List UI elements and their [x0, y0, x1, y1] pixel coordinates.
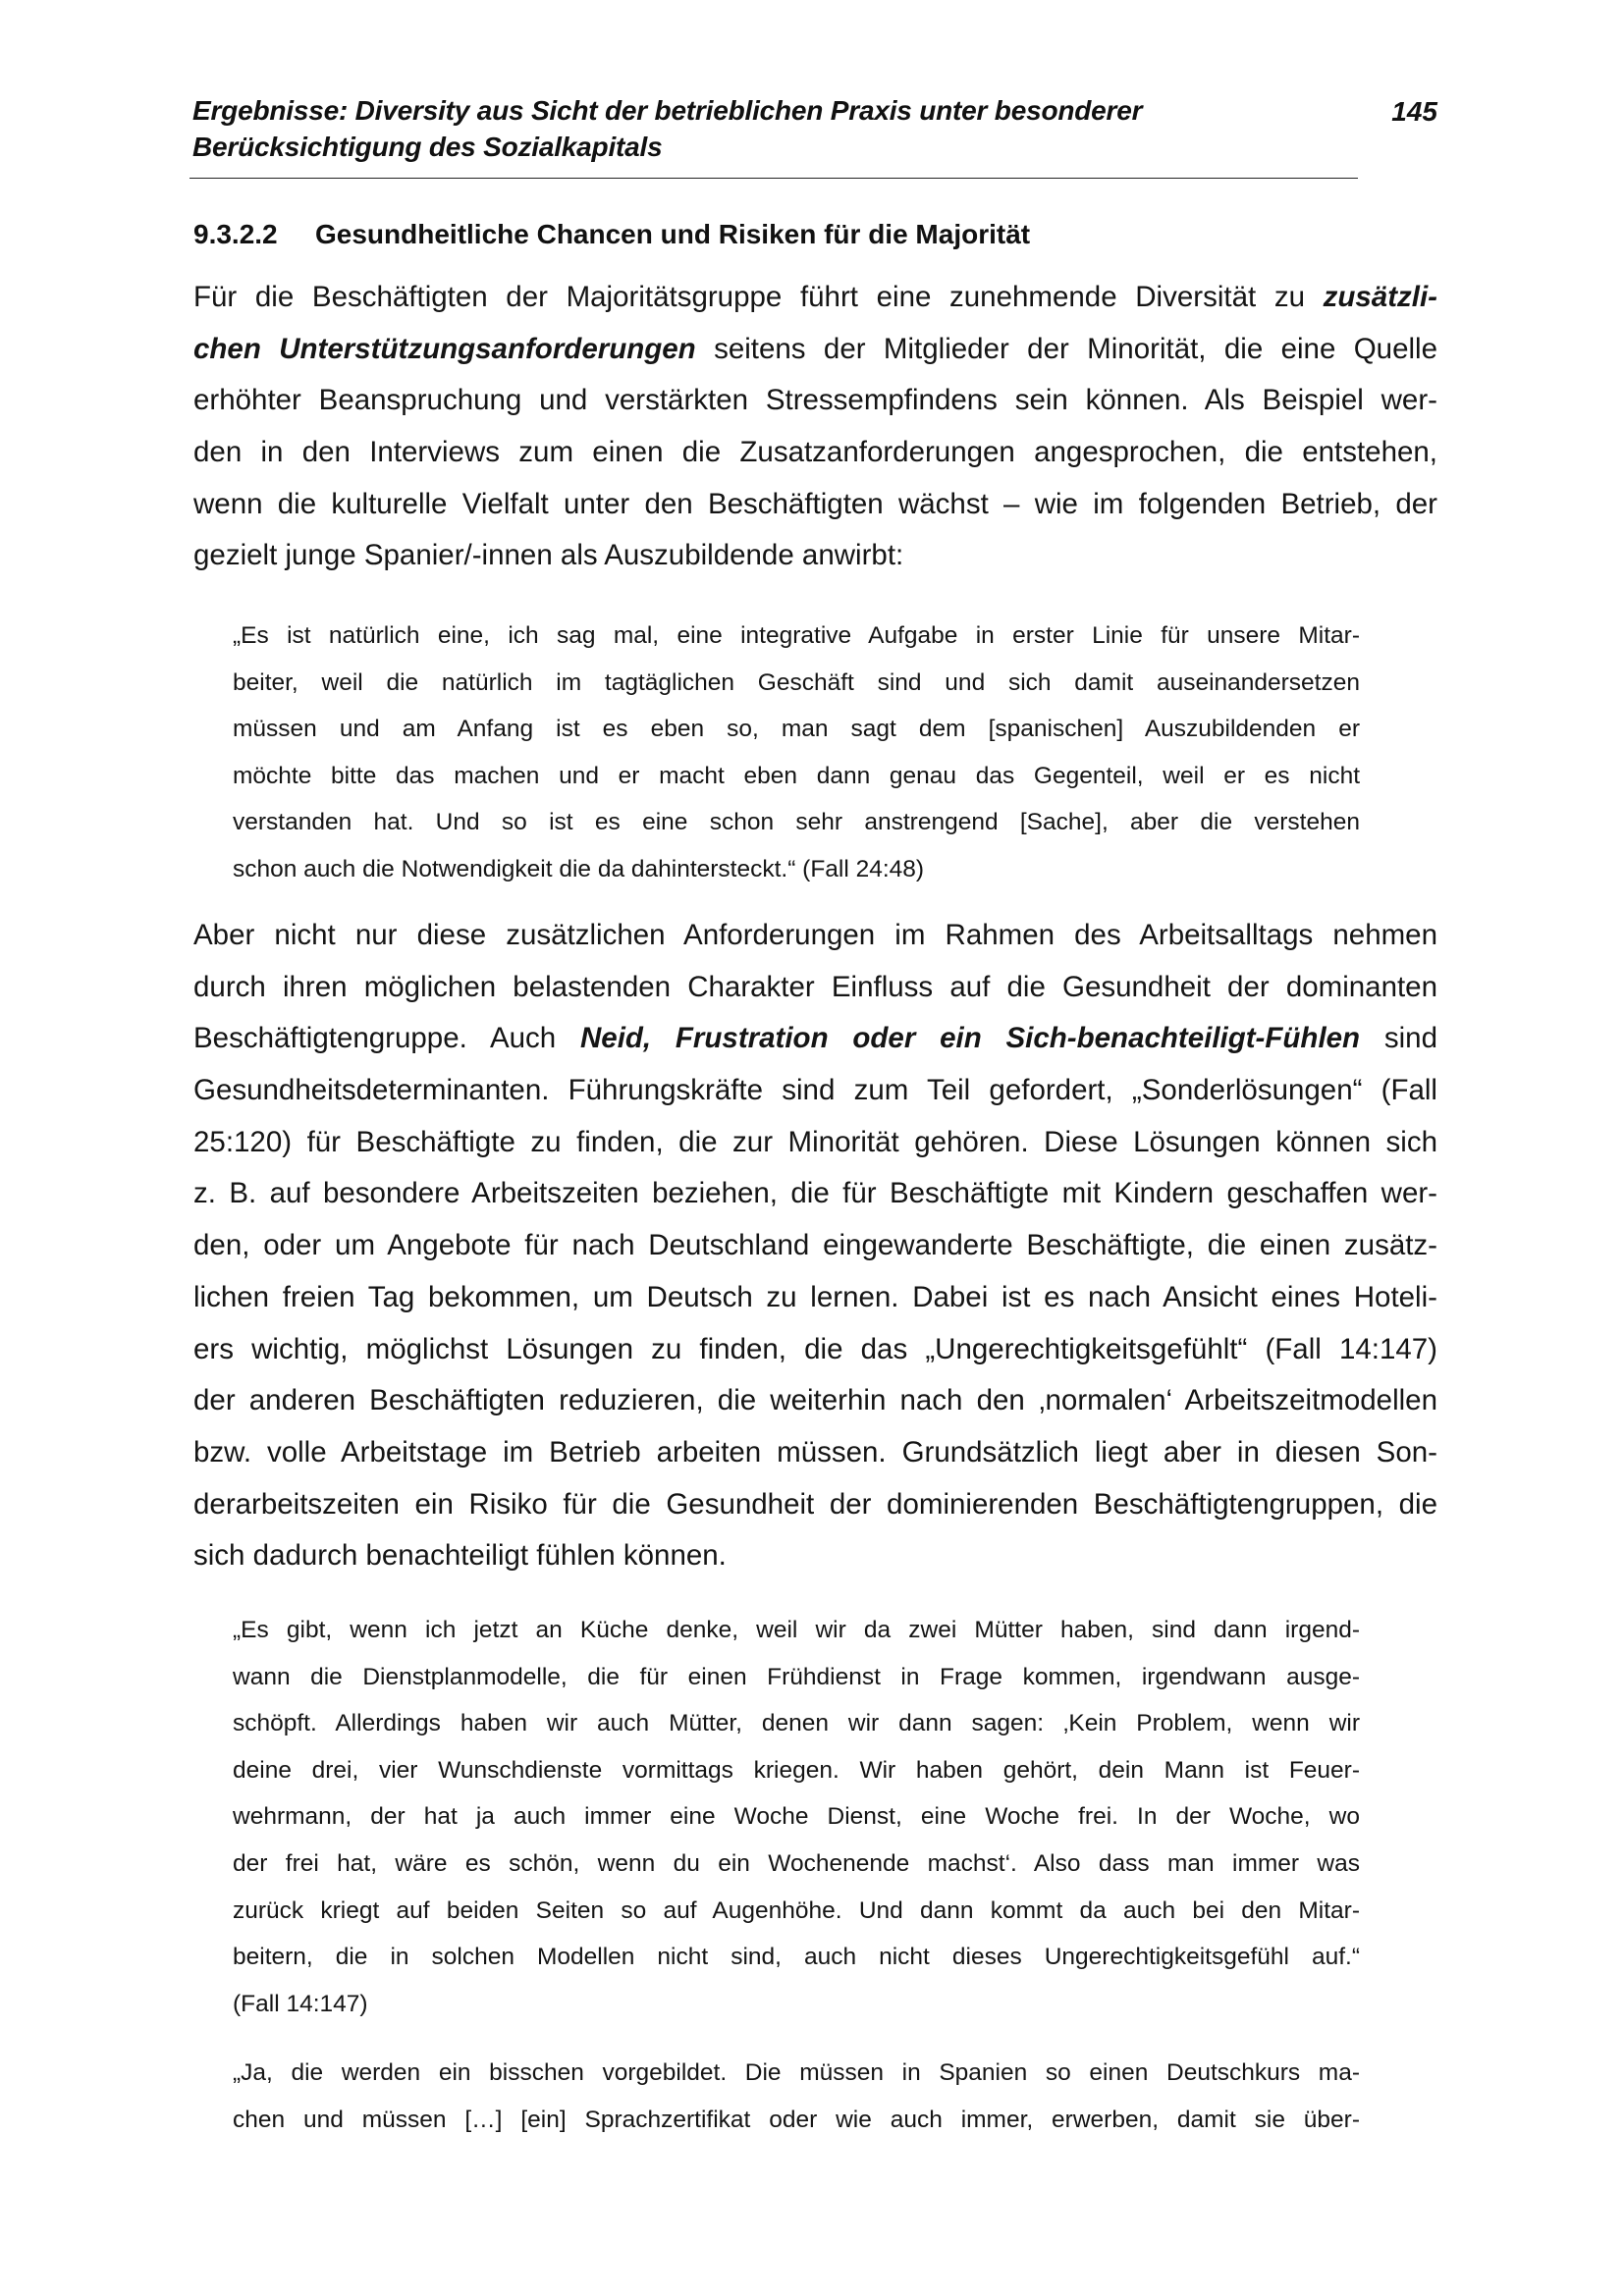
page-number: 145: [1391, 96, 1437, 127]
text-line: lichen freien Tag bekommen, um Deutsch zu lernen. Dabei ist es nach Ansicht eines Hoteli-: [193, 1280, 1437, 1313]
text-line: wenn die kulturelle Vielfalt unter den Beschäftigten wächst – wie im folgenden Betrieb, der: [193, 487, 1437, 520]
emphasis-text: zusätzli-: [1323, 281, 1437, 313]
paragraph-2: [193, 910, 1437, 1582]
text-line: durch ihren möglichen belastenden Charakter Einfluss auf die Gesundheit der dominanten: [193, 970, 1437, 1003]
emphasis-text: Neid, Frustration oder ein Sich-benachteiligt-Fühlen: [580, 1022, 1361, 1055]
quote-line: schöpft. Allerdings haben wir auch Mütter, denen wir dann sagen: ‚Kein Problem, wenn wir: [233, 1710, 1360, 1737]
quote-line: verstanden hat. Und so ist es eine schon sehr anstrengend [Sache], aber die verstehen: [233, 809, 1360, 836]
text-line: derarbeitszeiten ein Risiko für die Gesundheit der dominierenden Beschäftigtengruppen, die: [193, 1487, 1437, 1521]
text-line: [193, 272, 1437, 324]
section-title: Gesundheitliche Chancen und Risiken für die Majorität: [315, 219, 1031, 249]
text-line: der anderen Beschäftigten reduzieren, die weiterhin nach den ‚normalen‘ Arbeitszeitmodellen: [193, 1384, 1437, 1417]
quote-line: wann die Dienstplanmodelle, die für einen Frühdienst in Frage kommen, irgendwann ausge-: [233, 1663, 1360, 1690]
text-line: [193, 1013, 1437, 1065]
text-line: Gesundheitsdeterminanten. Führungskräfte sind zum Teil gefordert, „Sonderlösungen“ (Fall: [193, 1074, 1437, 1107]
text-run: sind: [1360, 1022, 1437, 1055]
quote-line: wehrmann, der hat ja auch immer eine Woche Dienst, eine Woche frei. In der Woche, wo: [233, 1803, 1360, 1831]
text-line: erhöhter Beanspruchung und verstärkten Stressempfindens sein können. Als Beispiel wer-: [193, 384, 1437, 417]
text-line: [193, 324, 1437, 376]
quote-line: beiter, weil die natürlich im tagtäglichen Geschäft sind und sich damit auseinandersetzen: [233, 668, 1360, 696]
emphasis-text: chen Unterstützungsanforderungen: [193, 332, 696, 365]
text-run: Für die Beschäftigten der Majoritätsgruppe führt eine zunehmende Diversität zu: [193, 281, 1324, 313]
quote-line: chen und müssen […] [ein] Sprachzertifikat oder wie auch immer, erwerben, damit sie über-: [233, 2106, 1360, 2133]
block-quote-2: [233, 1607, 1360, 2027]
block-quote-3: [233, 2050, 1360, 2143]
quote-line: schon auch die Notwendigkeit die da dahintersteckt.“ (Fall 24:48): [233, 855, 925, 882]
quote-line: „Es ist natürlich eine, ich sag mal, eine integrative Aufgabe in erster Linie für unsere Mitar-: [233, 622, 1360, 649]
quote-line: (Fall 14:147): [233, 1990, 368, 2017]
running-header-line-1: Ergebnisse: Diversity aus Sicht der betrieblichen Praxis unter besonderer: [192, 95, 1143, 126]
section-heading: [193, 219, 1030, 250]
quote-line: der frei hat, wäre es schön, wenn du ein Wochenende machst‘. Also dass man immer was: [233, 1849, 1360, 1877]
text-line: sich dadurch benachteiligt fühlen können.: [193, 1539, 727, 1573]
running-header: [192, 92, 1361, 165]
quote-line: „Es gibt, wenn ich jetzt an Küche denke, weil wir da zwei Mütter haben, sind dann irgend-: [233, 1617, 1360, 1643]
text-line: ers wichtig, möglichst Lösungen zu finden, die das „Ungerechtigkeitsgefühlt“ (Fall 14:147): [193, 1332, 1437, 1365]
quote-line: zurück kriegt auf beiden Seiten so auf Augenhöhe. Und dann kommt da auch bei den Mitar-: [233, 1896, 1360, 1924]
text-line: Aber nicht nur diese zusätzlichen Anforderungen im Rahmen des Arbeitsalltags nehmen: [193, 919, 1437, 951]
quote-line: deine drei, vier Wunschdienste vormittags kriegen. Wir haben gehört, dein Mann ist Feuer-: [233, 1756, 1360, 1784]
text-line: bzw. volle Arbeitstage im Betrieb arbeiten müssen. Grundsätzlich liegt aber in diesen Son-: [193, 1435, 1437, 1468]
text-line: gezielt junge Spanier/-innen als Auszubildende anwirbt:: [193, 539, 904, 572]
text-run: seitens der Mitglieder der Minorität, die eine Quelle: [695, 332, 1437, 365]
quote-line: müssen und am Anfang ist es eben so, man sagt dem [spanischen] Auszubildenden er: [233, 716, 1360, 743]
text-line: 25:120) für Beschäftigte zu finden, die zur Minorität gehören. Diese Lösungen können sich: [193, 1125, 1437, 1158]
section-number: 9.3.2.2: [193, 219, 278, 249]
header-divider: [189, 178, 1358, 179]
running-header-line-2: Berücksichtigung des Sozialkapitals: [192, 132, 663, 162]
block-quote-1: [233, 613, 1360, 893]
text-run: Beschäftigtengruppe. Auch: [193, 1022, 580, 1055]
quote-line: möchte bitte das machen und er macht eben dann genau das Gegenteil, weil er es nicht: [233, 762, 1360, 789]
quote-line: „Ja, die werden ein bisschen vorgebildet. Die müssen in Spanien so einen Deutschkurs ma-: [233, 2059, 1360, 2086]
text-line: z. B. auf besondere Arbeitszeiten beziehen, die für Beschäftigte mit Kindern geschaffen wer-: [193, 1177, 1437, 1210]
text-line: den, oder um Angebote für nach Deutschland eingewanderte Beschäftigte, die einen zusätz-: [193, 1229, 1437, 1262]
quote-line: beitern, die in solchen Modellen nicht sind, auch nicht dieses Ungerechtigkeitsgefühl auf.“: [233, 1944, 1360, 1971]
paragraph-1: [193, 272, 1437, 582]
text-line: den in den Interviews zum einen die Zusatzanforderungen angesprochen, die entstehen,: [193, 436, 1437, 469]
